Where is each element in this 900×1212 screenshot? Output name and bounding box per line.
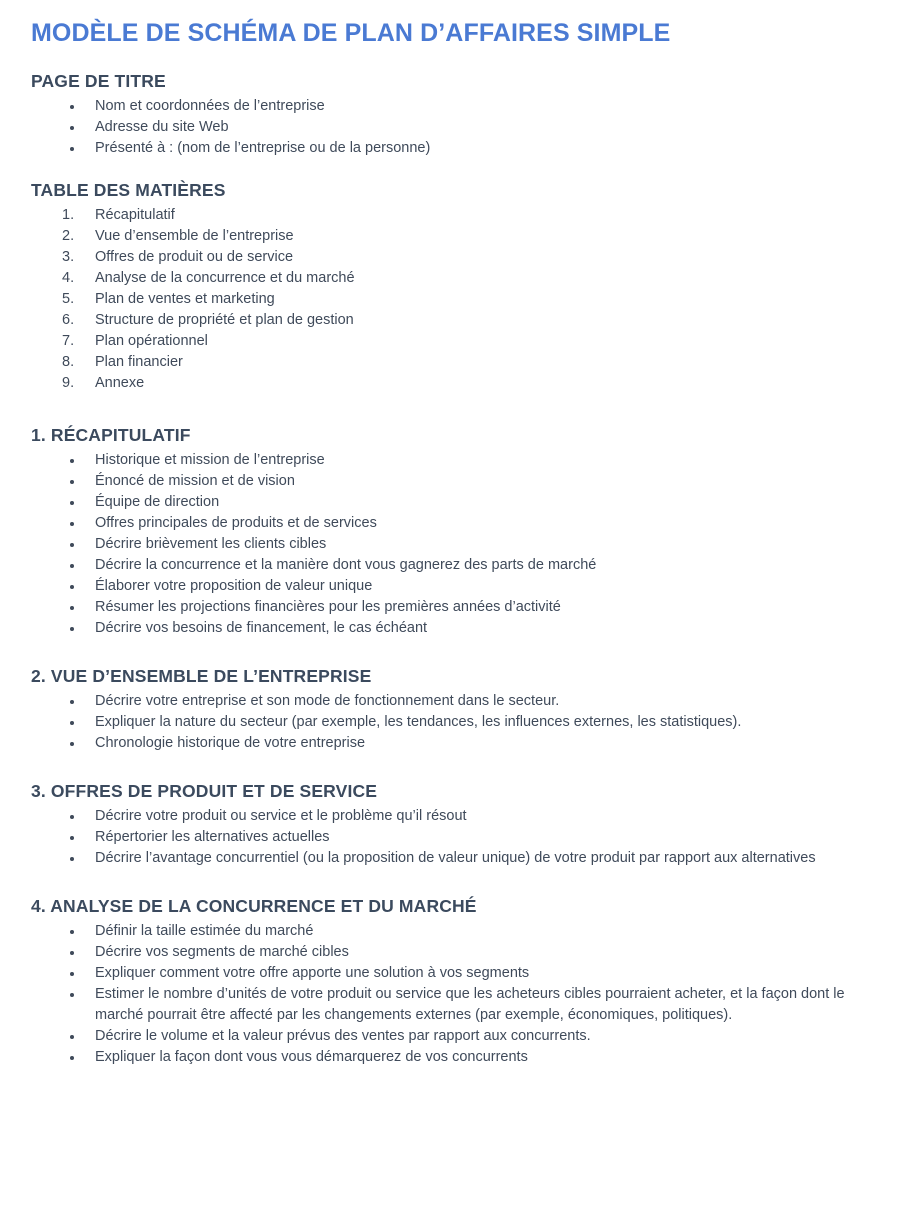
list-item: Répertorier les alternatives actuelles	[31, 827, 866, 848]
section-heading: TABLE DES MATIÈRES	[31, 180, 226, 200]
list-item: Décrire vos besoins de financement, le cas échéant	[31, 618, 866, 639]
list-item: Récapitulatif	[95, 207, 175, 223]
section-heading: 2. VUE D’ENSEMBLE DE L’ENTREPRISE	[31, 666, 372, 686]
list-item: Plan opérationnel	[95, 333, 208, 349]
list-item: Nom et coordonnées de l’entreprise	[31, 96, 866, 117]
list-item: Expliquer comment votre offre apporte une solution à vos segments	[31, 963, 866, 984]
section-heading: 3. OFFRES DE PRODUIT ET DE SERVICE	[31, 781, 378, 801]
list-item: Offres principales de produits et de services	[31, 513, 866, 534]
section-offres-produit-service	[31, 780, 866, 869]
list-item: Présenté à : (nom de l’entreprise ou de la personne)	[31, 138, 866, 159]
bullet-list	[31, 450, 866, 639]
list-item: Élaborer votre proposition de valeur unique	[31, 576, 866, 597]
list-item: Décrire l’avantage concurrentiel (ou la proposition de valeur unique) de votre produit par rapport aux alternatives	[31, 848, 866, 869]
list-item: Décrire le volume et la valeur prévus des ventes par rapport aux concurrents.	[31, 1026, 866, 1047]
list-item: Expliquer la façon dont vous vous démarquerez de vos concurrents	[31, 1047, 866, 1068]
section-heading: 1. RÉCAPITULATIF	[31, 425, 191, 445]
section-page-de-titre	[31, 70, 866, 159]
bullet-list	[31, 691, 866, 754]
list-item: Décrire votre produit ou service et le problème qu’il résout	[31, 806, 866, 827]
list-item: Plan de ventes et marketing	[95, 291, 275, 307]
list-item: Adresse du site Web	[31, 117, 866, 138]
list-item: Décrire brièvement les clients cibles	[31, 534, 866, 555]
numbered-list	[31, 205, 866, 394]
list-item: Estimer le nombre d’unités de votre produit ou service que les acheteurs cibles pourraient acheter, et la façon dont le marché pourrait être affecté par les changements externes (par exemple, économiques, politiques).	[31, 984, 866, 1026]
section-heading: 4. ANALYSE DE LA CONCURRENCE ET DU MARCHÉ	[31, 896, 477, 916]
list-item: Analyse de la concurrence et du marché	[95, 270, 355, 286]
section-recapitulatif	[31, 424, 866, 639]
bullet-list	[31, 806, 866, 869]
section-analyse-concurrence-marche	[31, 895, 866, 1068]
list-item: Expliquer la nature du secteur (par exemple, les tendances, les influences externes, les statistiques).	[31, 712, 866, 733]
list-item: Définir la taille estimée du marché	[31, 921, 866, 942]
section-table-des-matieres	[31, 179, 866, 394]
list-item: Vue d’ensemble de l’entreprise	[95, 228, 294, 244]
list-item: Offres de produit ou de service	[95, 249, 294, 265]
list-item: Résumer les projections financières pour les premières années d’activité	[31, 597, 866, 618]
document-title: MODÈLE DE SCHÉMA DE PLAN D’AFFAIRES SIMPLE	[31, 19, 671, 47]
list-item: Chronologie historique de votre entreprise	[31, 733, 866, 754]
list-item: Annexe	[95, 375, 145, 391]
bullet-list	[31, 96, 866, 159]
section-heading: PAGE DE TITRE	[31, 71, 166, 91]
list-item: Équipe de direction	[31, 492, 866, 513]
list-item: Décrire votre entreprise et son mode de fonctionnement dans le secteur.	[31, 691, 866, 712]
list-item: Structure de propriété et plan de gestion	[95, 312, 354, 328]
list-item: Énoncé de mission et de vision	[31, 471, 866, 492]
list-item: Plan financier	[95, 354, 183, 370]
list-item: Décrire vos segments de marché cibles	[31, 942, 866, 963]
list-item: Historique et mission de l’entreprise	[31, 450, 866, 471]
bullet-list	[31, 921, 866, 1068]
section-vue-densemble	[31, 665, 866, 754]
list-item: Décrire la concurrence et la manière dont vous gagnerez des parts de marché	[31, 555, 866, 576]
